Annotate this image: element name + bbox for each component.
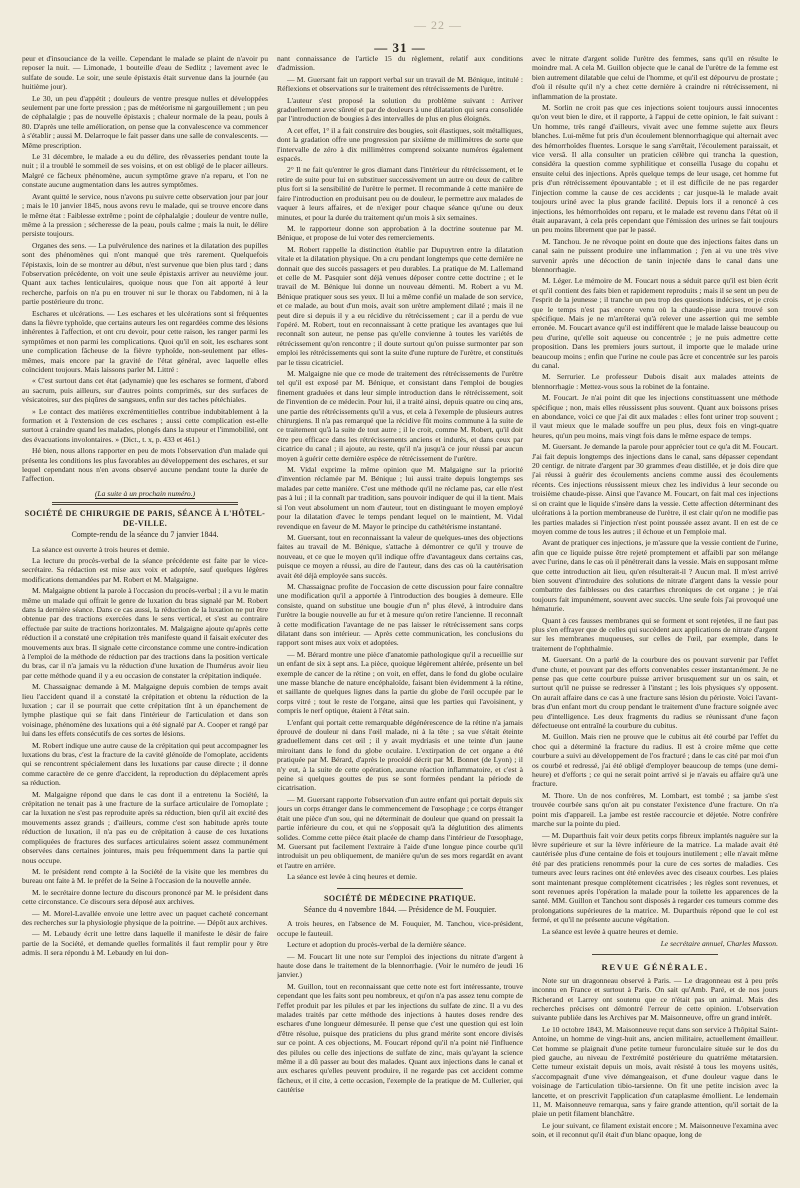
paragraph: M. Chassaignac demande à M. Malgaigne depuis combien de temps avait lieu l'accident quand il a constaté la crépitation et obtenu la réduction de la luxation ; car il se pourrait que cette crépitation tînt à un épanchement de lymphe plastique qui se fait dans l'intérieur de l'articulation et dans son voisinage, phénomène des luxations qui a été signalé par A. Cooper et rangé par lui dans les effets consécutifs de ces sortes de lésions. (22, 682, 268, 739)
paragraph: M. Malgaigne obtient la parole à l'occasion du procès-verbal ; il a vu le matin même un malade qui offrait le genre de luxation du bras signalé par M. Robert dans la dernière séance. Dans ce cas aussi, la réduction de la luxation ne put être obtenue par des tractions exercées dans le sens vertical, et s'est au contraire effectuée par suite de tractions horizontales. M. Malgaigne ajoute qu'après cette réduction il a constaté une crépitation très manifeste quand il faisait exécuter des mouvements aux bras. Il signale cette circonstance comme une contre-indication à l'emploi de la méthode de réduction par des tractions dans la position verticale du bras, car il n'a jamais vu la réduction d'une luxation de l'humérus avoir lieu par cette méthode quand il y a eu occasion de constater la crépitation indiquée. (22, 586, 268, 680)
paragraph: Organes des sens. — La pulvérulence des narines et la dilatation des pupilles sont des phénomènes qui n'ont manqué que très rarement. Quelquefois l'épistaxis, loin de se montrer au début, n'est survenue que bien plus tard ; dans l'observation précédente, on voit une seule épistaxis arriver au neuvième jour. Quant aux taches lenticulaires, quoique nous que l'on ait apporté à leur recherche, parfois on n'a pu en trouver ni sur le thorax ou l'abdomen, ni à la partie postérieure du tronc. (22, 240, 268, 307)
paragraph: avec le nitrate d'argent solide l'urètre des femmes, sans qu'il en résulte le moindre mal. A cela M. Guillon objecte que le canal de l'urètre de la femme est bien autrement dilatable que celui de l'homme, et qu'il est dépourvu de prostate ; d'où il résulte qu'il n'y a chez cette dernière à craindre ni rétrécissement, ni inflammation de la prostate. (532, 54, 778, 101)
paragraph: M. Thore. Un de nos confrères, M. Lombart, est tombé ; sa jambe s'est trouvée courbée sans qu'on ait pu constater l'existence d'une fracture. On n'a point mis d'appareil. La jambe est restée raccourcie et déjetée. Notre confrère marche sur la pointe du pied. (532, 790, 778, 829)
paragraph: — M. Morel-Lavallée envoie une lettre avec un paquet cacheté concernant des recherches sur la physiologie physique de la poitrine. — Dépôt aux archives. (22, 908, 268, 927)
paragraph: M. le président rend compte à la Société de la visite que les membres du bureau ont faite à M. le préfet de la Seine à l'occasion de la nouvelle année. (22, 866, 268, 886)
paragraph: M. Guersant, tout en reconnaissant la valeur de quelques-unes des objections faites au travail de M. Bénique, s'attache à démontrer ce qu'il y trouve de nouveau, et ce que le moyen qu'il indique offre d'avantageux dans certains cas, puisque ce moyen a réussi, au dire de l'auteur, dans des cas où la cautérisation avait été déjà employée sans succès. (277, 532, 523, 580)
section-divider (337, 888, 463, 889)
paragraph: Eschares et ulcérations. — Les eschares et les ulcérations sont si fréquentes dans la fièvre typhoïde, que certains auteurs les ont regardées comme des lésions inhérentes à l'affection, et ont cru devoir, pour cette raison, les ranger parmi les symptômes et non parmi les complications. Quoi qu'il en soit, les eschares sont une complication fâcheuse de la fièvre typhoïde, non-seulement par elles-mêmes, mais encore par la gravité de l'état général, avec laquelle elles coïncident toujours. Mais laissons parler M. Littré : (22, 308, 268, 374)
paragraph: Le 10 octobre 1843, M. Maisonneuve reçut dans son service à l'hôpital Saint-Antoine, un homme de vingt-huit ans, ancien militaire, actuellement émailleur. Cet homme se plaignait d'une petite tumeur furonculaire située sur le dos du pied gauche, au niveau de l'extrémité postérieure du quatrième métatarsien. Cette tumeur existait depuis un mois, avait résisté à tous les moyens usités, s'accompagnait d'une vive démangeaison, et d'une douleur vague dans le voisinage de l'articulation tibio-tarsienne. On fit une petite incision avec la lancette, et on prescrivit l'application d'un cataplasme émollient. Le lendemain 11, M. Maisonneuve remarqua, sans y faire grande attention, qu'il sortait de la plaie un petit filament blanchâtre. (532, 1024, 778, 1119)
page-header (22, 10, 778, 54)
section-title: SOCIÉTÉ DE MÉDECINE PRATIQUE. (324, 893, 476, 903)
paragraph: — M. Foucart lit une note sur l'emploi des injections du nitrate d'argent à haute dose dans le traitement de la blennorrhagie. (Voir le numéro de jeudi 16 janvier.) (277, 951, 523, 980)
paragraph: M. Tanchou. Je ne révoque point en doute que des injections faites dans un canal sain ne puissent produire une inflammation ; j'en ai vu une très vive survenir après une décoction de tanin injectée dans le canal dans une blennorrhagie. (532, 236, 778, 274)
paragraph: — M. Lebaudy écrit une lettre dans laquelle il manifeste le désir de faire partie de la Société, et demande quelles formalités il faut remplir pour y être admis. Il sera répondu à M. Lebaudy en lui don- (22, 929, 268, 958)
paragraph: Hé bien, nous allons rapporter en peu de mots l'observation d'un malade qui présenta les conditions les plus favorables au développement des eschares, et sur lequel cependant nous n'en avons observé aucune pendant toute la durée de l'affection. (22, 446, 268, 484)
bleed-through-page-number: — 22 — (414, 18, 462, 32)
paragraph: — M. Bérard montre une pièce d'anatomie pathologique qu'il a recueillie sur un enfant de six à sept ans. La pièce, quoique légèrement altérée, présente un bel exemple de cancer de la rétine ; on voit, en effet, dans le fond du globe oculaire une masse blanche de nature encéphaloïde, faisant bien évidemment à la rétine, et saillante de quelques lignes dans la partie du globe de l'œil occupée par le corps vitré ; tout le reste de l'organe, ainsi que les parties qui l'avoisinent, y compris le nerf optique, étaient à l'état sain. (277, 649, 523, 716)
paragraph: — M. Guersant fait un rapport verbal sur un travail de M. Bénique, intitulé : Réflexions et observations sur le traitement des rétrécissements de l'urètre. (277, 74, 523, 94)
paragraph: Quant à ces fausses membranes qui se forment et sont rejetées, il ne faut pas plus s'en effrayer que de celles qui succèdent aux applications de nitrate d'argent sur les membranes muqueuses, sur celles de l'œil, par exemple, dans le traitement de l'ophthalmie. (532, 615, 778, 653)
paragraph: La séance est ouverte à trois heures et demie. (32, 544, 170, 554)
paragraph: La lecture du procès-verbal de la séance précédente est faite par le vice-secrétaire. Sa rédaction est mise aux voix et adoptée, sauf quelques légères modifications demandées par M. Robert et M. Malgaigne. (22, 555, 268, 584)
paragraph: M. Guillon, tout en reconnaissant que cette note est fort intéressante, trouve cependant que les faits sont peu nombreux, et qu'on n'a pas assez tenu compte de l'effet produit par les pilules et par les injections du sulfate de zinc. Il a vu des malades traités par cette méthode des injections à hautes doses rendre des eschares d'une longueur démesurée. Il pense que c'est une question qui est loin d'être résolue, puisque des praticiens du plus grand mérite sont encore divisés sur ce point. A ces objections, M. Foucart répond qu'il n'a point nié l'influence des pilules ou celle des injections de sulfate de zinc, mais qu'ayant la science même il a dû passer au bout des malades. Quant aux injections dans le canal et aux eschares qu'elles peuvent produire, il ne regarde pas cet accident comme fâcheux, et il cite, à cette occasion, l'exemple de la pratique de M. Cullerier, qui cautérise (277, 981, 523, 1095)
paragraph: M. le secrétaire donne lecture du discours prononcé par M. le président dans cette circonstance. Ce discours sera déposé aux archives. (22, 887, 268, 907)
continued-notice (22, 489, 268, 498)
paragraph: L'auteur s'est proposé la solution du problème suivant : Arriver graduellement avec sûreté et par de douleurs à une dilatation qui sera consolidée par l'introduction de bougies à des intervalles de plus en plus éloignés. (277, 95, 523, 124)
paragraph: — M. Duparthuis fait voir deux petits corps fibreux implantés naguère sur la lèvre supérieure et sur la lèvre inférieure de la matrice. La malade avait été cautérisée plus d'une centaine de fois et toujours inutilement ; elle n'avait même été par des praticiens renommés pour la cure de ces sortes de maladies. Ces tumeurs avec leurs racines ont été enlevées avec des ciseaux courbes. Les plaies sont maintenant presque complètement cicatrisées ; les règles sont revenues, et sont revenues après l'opération la malade pour la toilette les apparences de la santé. MM. Guillon et Tanchou sont disposés à regarder ces tumeurs comme des prolongations supérieures de la matrice. M. Duparthuis répond que le col est fermé, et qu'il ne présente aucune végétation. (532, 830, 778, 925)
section-title: REVUE GÉNÉRALE. (601, 962, 709, 973)
paragraph: M. Guersant. Je demande la parole pour apprécier tout ce qu'a dit M. Foucart. J'ai fait depuis longtemps des injections dans le canal, sans dépasser cependant 20 centigr. de nitrate d'argent par 30 grammes d'eau distillée, et je dois dire que j'ai réussi à guérir des écoulements anciens comme aussi des écoulements récents. Ces injections réussissent mieux chez les individus à leur seconde ou troisième chaude-pisse. Ainsi que l'avance M. Foucart, on fait mal ces injections si on craint que le liquide s'insère dans la vessie. Cette affection déterminant des ulcérations à la portion membraneuse de l'urètre, il est clair qu'on ne modifie pas les parties malades si l'injection n'est point poussée assez avant. Il en est de ce moyen comme de tous les autres ; il échoue et un l'emploie mal. (532, 442, 778, 536)
continued-text: (La suite à un prochain numéro.) (94, 488, 196, 498)
paragraph: nant connaissance de l'article 15 du règlement, relatif aux conditions d'admission. (277, 54, 523, 73)
text-columns (22, 54, 778, 1174)
paragraph: — M. Guersant rapporte l'observation d'un autre enfant qui portait depuis six jours un corps étranger dans le commencement de l'œsophage ; ce corps étranger était une pièce d'un sou, qui ne déterminait de douleur que quand on pressait la partie inférieure du cou, et qui ne s'opposait qu'à la déglutition des aliments solides. Comme cette pièce était placée de champ dans l'intérieur de l'œsophage, M. Guersant put facilement l'extraire à l'aide d'une longue pince courbe qu'il introduisit un peu obliquement, de manière qu'un de ses mors regardât en avant et l'autre en arrière. (277, 794, 523, 870)
paragraph: M. Robert rappelle la distinction établie par Dupuytren entre la dilatation vitale et la dilatation physique. On a cru pendant longtemps que cette dernière ne donnait que des succès passagers et peu durables. La pratique de M. Lallemand et celle de M. Pasquier sont déjà venues déposer contre cette doctrine ; et le travail de M. Bénique lui donne un nouveau démenti. M. Robert a vu M. Bénique pratiquer sous ses yeux. Il lui a même confié un malade de son service, et ce malade, au bout d'un mois, avait son urètre amplement dilaté ; mais il ne peut dire si depuis il y a eu récidive du rétrécissement ; car il a perdu de vue l'opéré. M. Robert, tout en reconnaissant à cette pratique les avantages que lui reconnaît son auteur, ne pense pas qu'elle convienne à toutes les variétés de rétrécissement qu'on rencontre ; il doute surtout qu'on puisse surmonter par son emploi les rétrécissements qui sont la suite d'une rupture de l'urètre, et constitués par le tissu cicatriciel. (277, 244, 523, 367)
paragraph: Le jour suivant, ce filament existait encore ; M. Maisonneuve l'examina avec soin, et il reconnut qu'il était d'un blanc opaque, long de (532, 1120, 778, 1140)
section-subtitle: Compte-rendu de la séance du 7 janvier 1844. (71, 530, 219, 540)
paragraph: M. Malgaigne nie que ce mode de traitement des rétrécissements de l'urètre tel qu'il est exposé par M. Bénique, et consistant dans l'emploi de bougies finement graduées et dans leur simple introduction dans le rétrécissement, soit de l'invention de ce médecin. Pour lui, il a traité ainsi, depuis quatre ou cinq ans, une partie des rétrécissements qu'il a vus, et cela à l'exemple de plusieurs autres chirurgiens. Il n'a pas remarqué que la récidive fût moins commune à la suite de ce traitement qu'à la suite de tout autre ; il le croit, comme M. Robert, qu'il doit être peu efficace dans les rétrécissements anciens et indurés, et dans ceux par cicatrice du canal ; il ajoute, au reste, qu'il n'a jusqu'à ce jour réussi par aucun moyen à guérir cette dernière espèce de rétrécissement de l'urètre. (277, 369, 523, 463)
paragraph: A trois heures, en l'absence de M. Fouquier, M. Tanchou, vice-président, occupe le fauteuil. (277, 919, 523, 938)
paragraph: M. Foucart. Je n'ai point dit que les injections constituassent une méthode spécifique ; non, mais elles réussissent plus souvent. Quant aux boissons prises en abondance, voici ce que j'ai dit aux malades : elles font uriner trop souvent ; il vaut mieux que le malade souffre un peu plus, deux fois en vingt-quatre heures, qu'un peu moins, mais vingt fois dans le même espace de temps. (532, 393, 778, 440)
paragraph: Avant quitté le service, nous n'avons pu suivre cette observation jour par jour ; mais le 10 janvier 1845, nous avons revu le malade, qui se trouve encore dans le même état : Faiblesse extrême ; point de céphalalgie ; douleur de ventre nulle, même à la pression ; sécheresse de la peau, pouls calme ; mais la nuit, le délire persiste toujours. (22, 191, 268, 239)
signature-line: Le secrétaire annuel, Charles Masson. (660, 938, 778, 948)
paragraph: 2° Il ne fait qu'entrer le gros diamant dans l'intérieur du rétrécissement, et le retire de suite pour lui en substituer successivement un autre ou deux de calibre plus fort si la sensibilité de l'urètre le permet. Il recommande à cette manière de faire l'introduction en produisant peu ou de douleur, le permettre aux malades de vaquer à leurs affaires, et de n'exiger pour chaque séance qu'une ou deux minutes, et pour la durée du traitement qu'un mois à six semaines. (277, 165, 523, 222)
paragraph: M. le rapporteur donne son approbation à la doctrine soutenue par M. Bénique, et propose de lui voter des remerciements. (277, 223, 523, 243)
paragraph: Le 30, un peu d'appétit ; douleurs de ventre presque nulles et développées seulement par une forte pression ; pas de météorisme ni gargouillement ; un peu de céphalalgie ; pas de nouvelle épistaxis ; chaleur normale de la peau, pouls à 80. D'après une telle amélioration, on pense que la convalescence va commencer à s'établir ; aussi M. Delarroque le fait passer dans une salle de convalescents. — Même prescription. (22, 93, 268, 150)
paragraph: L'enfant qui portait cette remarquable dégénérescence de la rétine n'a jamais éprouvé de douleur ni dans l'œil malade, ni à la tête ; sa vue s'était éteinte graduellement dans cet œil ; il y avait mydriasis et une teinte d'un jaune miroitant dans le fond du globe oculaire. L'extirpation de cet organe a été pratiquée par M. Bérard, d'après le procédé décrit par M. Bonnet (de Lyon) ; il n'y eut, à la suite de cette opération, aucune réaction inflammatoire, et c'est à peine si quelques gouttes de pus se sont formées pendant la période de cicatrisation. (277, 717, 523, 793)
paragraph: M. Serrurier. Le professeur Dubois disait aux malades atteints de blennorrhagie : Mettez-vous sous la robinet de la fontaine. (532, 372, 778, 391)
paragraph: Lecture et adoption du procès-verbal de la dernière séance. (287, 940, 466, 950)
paragraph: La séance est levée à cinq heures et demie. (287, 872, 418, 882)
paragraph: » Le contact des matières excrémentitielles contribue indubitablement à la formation et à l'extension de ces eschares ; aussi cette complication est-elle surtout à craindre quand les malades, plongés dans la stupeur et l'immobilité, ont des évacuations involontaires. » (Dict., t. x, p. 433 et 461.) (22, 406, 268, 444)
column-3 (532, 54, 778, 1174)
paragraph: M. Malgaigne répond que dans le cas dont il a entretenu la Société, la crépitation ne tenait pas à une fracture de la surface articulaire de l'omoplate ; car la luxation ne s'est pas reproduite après sa réduction, bien qu'il ait excité des mouvements assez grands ; d'ailleurs, comme c'est son habitude après toute réduction de luxation, il n'a pas eu de crépitation à cause de ces luxations compliquées de fractures des surfaces articulaires soient assez communément observées dans certaines jointures, mais peu fréquemment dans la partie qui nous occupe. (22, 789, 268, 865)
section-title: SOCIÉTÉ DE CHIRURGIE DE PARIS, SÉANCE À L'HÔTEL-DE-VILLE. (24, 509, 266, 528)
paragraph: M. Sorlin ne croit pas que ces injections soient toujours aussi innocentes qu'on veut bien le dire, et il rapporte, à l'appui de cette opinion, le fait suivant : Un homme, très rangé d'ailleurs, vivait avec une femme sujette aux fleurs blanches. Lui-même fut pris d'un écoulement blennorrhagique qui alternait avec des hémorrhoïdes fluentes. Lorsque le sang s'arrêtait, l'écoulement paraissait, et vice versâ. Il alla consulter un praticien célèbre qui trancha la question, considéra la question comme syphilitique et conseilla l'usage du copahu et ensuite celui des injections. Après quelque temps de leur usage, cet homme fut pris d'un rétrécissement épouvantable ; et il est difficile de ne pas regarder l'injection comme la cause de ces accidents ; car jusque-là le malade avait toujours uriné avec la plus grande facilité. Depuis lors il a renoncé à ces injections, les hémorrhoïdes ont reparu, et le malade est revenu dans l'état où il était auparavant, à cela près cependant que l'émission des urines se fait toujours un peu moins librement que par le passé. (532, 103, 778, 235)
paragraph: M. Guersant. On a parlé de la courbure des os pouvant survenir par l'effet d'une chute, et pouvant par des efforts convenables cesser instantanément. Je ne pense pas que cette courbure puisse arriver brusquement sur un os sain, et surtout qu'il ne puisse se redresser à l'instant ; les lois physiques s'y opposent. On aurait affaire dans ce cas à une fracture sans lésion du périoste. Voici l'avant-bras d'un enfant mort du croup pendant le traitement d'une fracture soignée avec peu d'intelligence. Les deux fragments du radius se réunissant d'une façon défectueuse ont entraîné la courbure du cubitus. (532, 655, 778, 731)
section-divider (52, 502, 238, 505)
paragraph: M. Vidal exprime la même opinion que M. Malgaigne sur la priorité d'invention réclamée par M. Bénique ; lui aussi traite depuis longtemps ses malades par cette manière. C'est une méthode qu'il ne réclame pas, car elle n'est pas à lui ; il la connaît par tradition, sans pouvoir indiquer de qui il la tient. Mais si l'on veut absolument un nom d'auteur, tout en distinguant le moyen employé pour la dilatation d'avec le temps pendant lequel on le maintient, M. Vidal revendique en faveur de M. Mayor le principe du cathétérisme instantané. (277, 465, 523, 531)
page-number: — 31 — (374, 40, 426, 55)
paragraph: M. Chassaignac profite de l'occasion de cette discussion pour faire connaître une modification qu'il a apportée à l'introduction des bougies à demeure. Elle consiste, quand on substitue une bougie d'un nº plus élevé, à introduire dans l'urètre la bougie nouvelle au fur et à mesure qu'on retire l'ancienne. Il reconnaît à cette modification l'avantage de ne pas laisser le rétrécissement sans corps dilatant dans son intérieur. — Après cette communication, les conclusions du rapport sont mises aux voix et adoptées. (277, 581, 523, 648)
paragraph: La séance est levée à quatre heures et demie. (542, 926, 678, 936)
paragraph: Note sur un dragonneau observé à Paris. — Le dragonneau est à peu près inconnu en France et surtout à Paris. On sait qu'Amb. Paré, et de nos jours Richerand et Larrey ont soutenu que ce n'était pas un animal. Mais des recherches précises ont démontré l'erreur de cette opinion. L'observation suivante publiée dans les Archives par M. Maisonneuve, offre un grand intérêt. (532, 975, 778, 1023)
paragraph: M. Guillon. Mais rien ne prouve que le cubitus ait été courbé par l'effet du choc qui a déterminé la fracture du radius. Il est à croire même que cette courbure a suivi au développement de l'os fracturé ; dans le cas cité par moi d'un os courbé et redressé, j'ai été obligé d'employer beaucoup de temps (une demi-heure) et d'efforts ; ce qui ne serait point arrivé si je n'avais eu affaire qu'à une fracture. (532, 732, 778, 789)
column-2 (277, 54, 523, 1174)
paragraph: Le 31 décembre, le malade a eu du délire, des rêvasseries pendant toute la nuit ; il a troublé le sommeil de ses voisins, et on est obligé de le placer ailleurs. Malgré ce fâcheux phénomène, aucun symptôme grave n'a reparu, et l'on ne constate aucune augmentation dans les autres symptômes. (22, 152, 268, 190)
section-subtitle: Séance du 4 novembre 1844. — Présidence de M. Fouquier. (303, 904, 497, 914)
paragraph: Avant de pratiquer ces injections, je m'assure que la vessie contient de l'urine, afin que ce liquide puisse être rejeté promptement et affaibli par son mélange avec l'urine, dans le cas où il pénétrerait dans la vessie. Mais en supposant même que cette introduction ait lieu, qu'en résulterait-il ? Aucun mal. Il m'est arrivé bien souvent d'introduire des solutions de nitrate d'argent dans la vessie pour combattre des faiblesses ou des catarrhes chroniques de cet organe ; je n'ai toujours fait impunément, souvent avec succès. Une seule fois j'ai provoqué une hématurie. (532, 538, 778, 614)
paragraph: A cet effet, 1° il a fait construire des bougies, soit élastiques, soit métalliques, dont la gradation offre une progression par sixième de millimètres de sorte que l'intervalle de zéro à dix millimètres comprend soixante numéros également espacés. (277, 125, 523, 164)
paragraph: « C'est surtout dans cet état (adynamie) que les eschares se forment, d'abord au sacrum, puis ailleurs, sur d'autres points comprimés, sur des surfaces de vésicatoires, sur des piqûres de sangsues, enfin sur des taches pétéchiales. (22, 376, 268, 405)
paragraph: M. Robert indique une autre cause de la crépitation qui peut accompagner les luxations du bras, c'est la fracture de la cavité glénoïde de l'omoplate, accidents qui se rencontrent spécialement dans les luxations par cause directe ; il donne comme caractère de ce genre d'accident, la reproduction du déplacement après sa réduction. (22, 740, 268, 788)
section-divider (592, 954, 718, 955)
paragraph: M. Léger. Le mémoire de M. Foucart nous a séduit parce qu'il est bien écrit et qu'il contient des faits bien et rapidement reproduits ; mais il se sent un peu de l'esprit de la jeunesse ; il tranche un peu trop des questions indécises, et je crois que le temps n'est pas encore venu où la chaude-pisse aura trouvé son spécifique. Mais je ne m'arrêterai qu'à relever une assertion qui me semble erronée. M. Foucart avance qu'il est indifférent que le malade laisse beaucoup ou peu d'urine, qu'elle soit aqueuse ou concentrée ; je ne puis admettre cette proposition. Dans les premiers jours surtout, il importe que le malade urine beaucoup moins ; enfin que l'urine ne coule pas âcre et concentrée sur les parois du canal. (532, 276, 778, 370)
column-1 (22, 54, 268, 1174)
paragraph: peur et d'insouciance de la veille. Cependant le malade se plaint de n'avoir pu reposer la nuit. — Limonade, 1 bouteille d'eau de Sedlitz ; lavement avec le sulfate de soude. Le soir, une seule épistaxis était survenue dans la journée (au huitième jour). (22, 54, 268, 92)
